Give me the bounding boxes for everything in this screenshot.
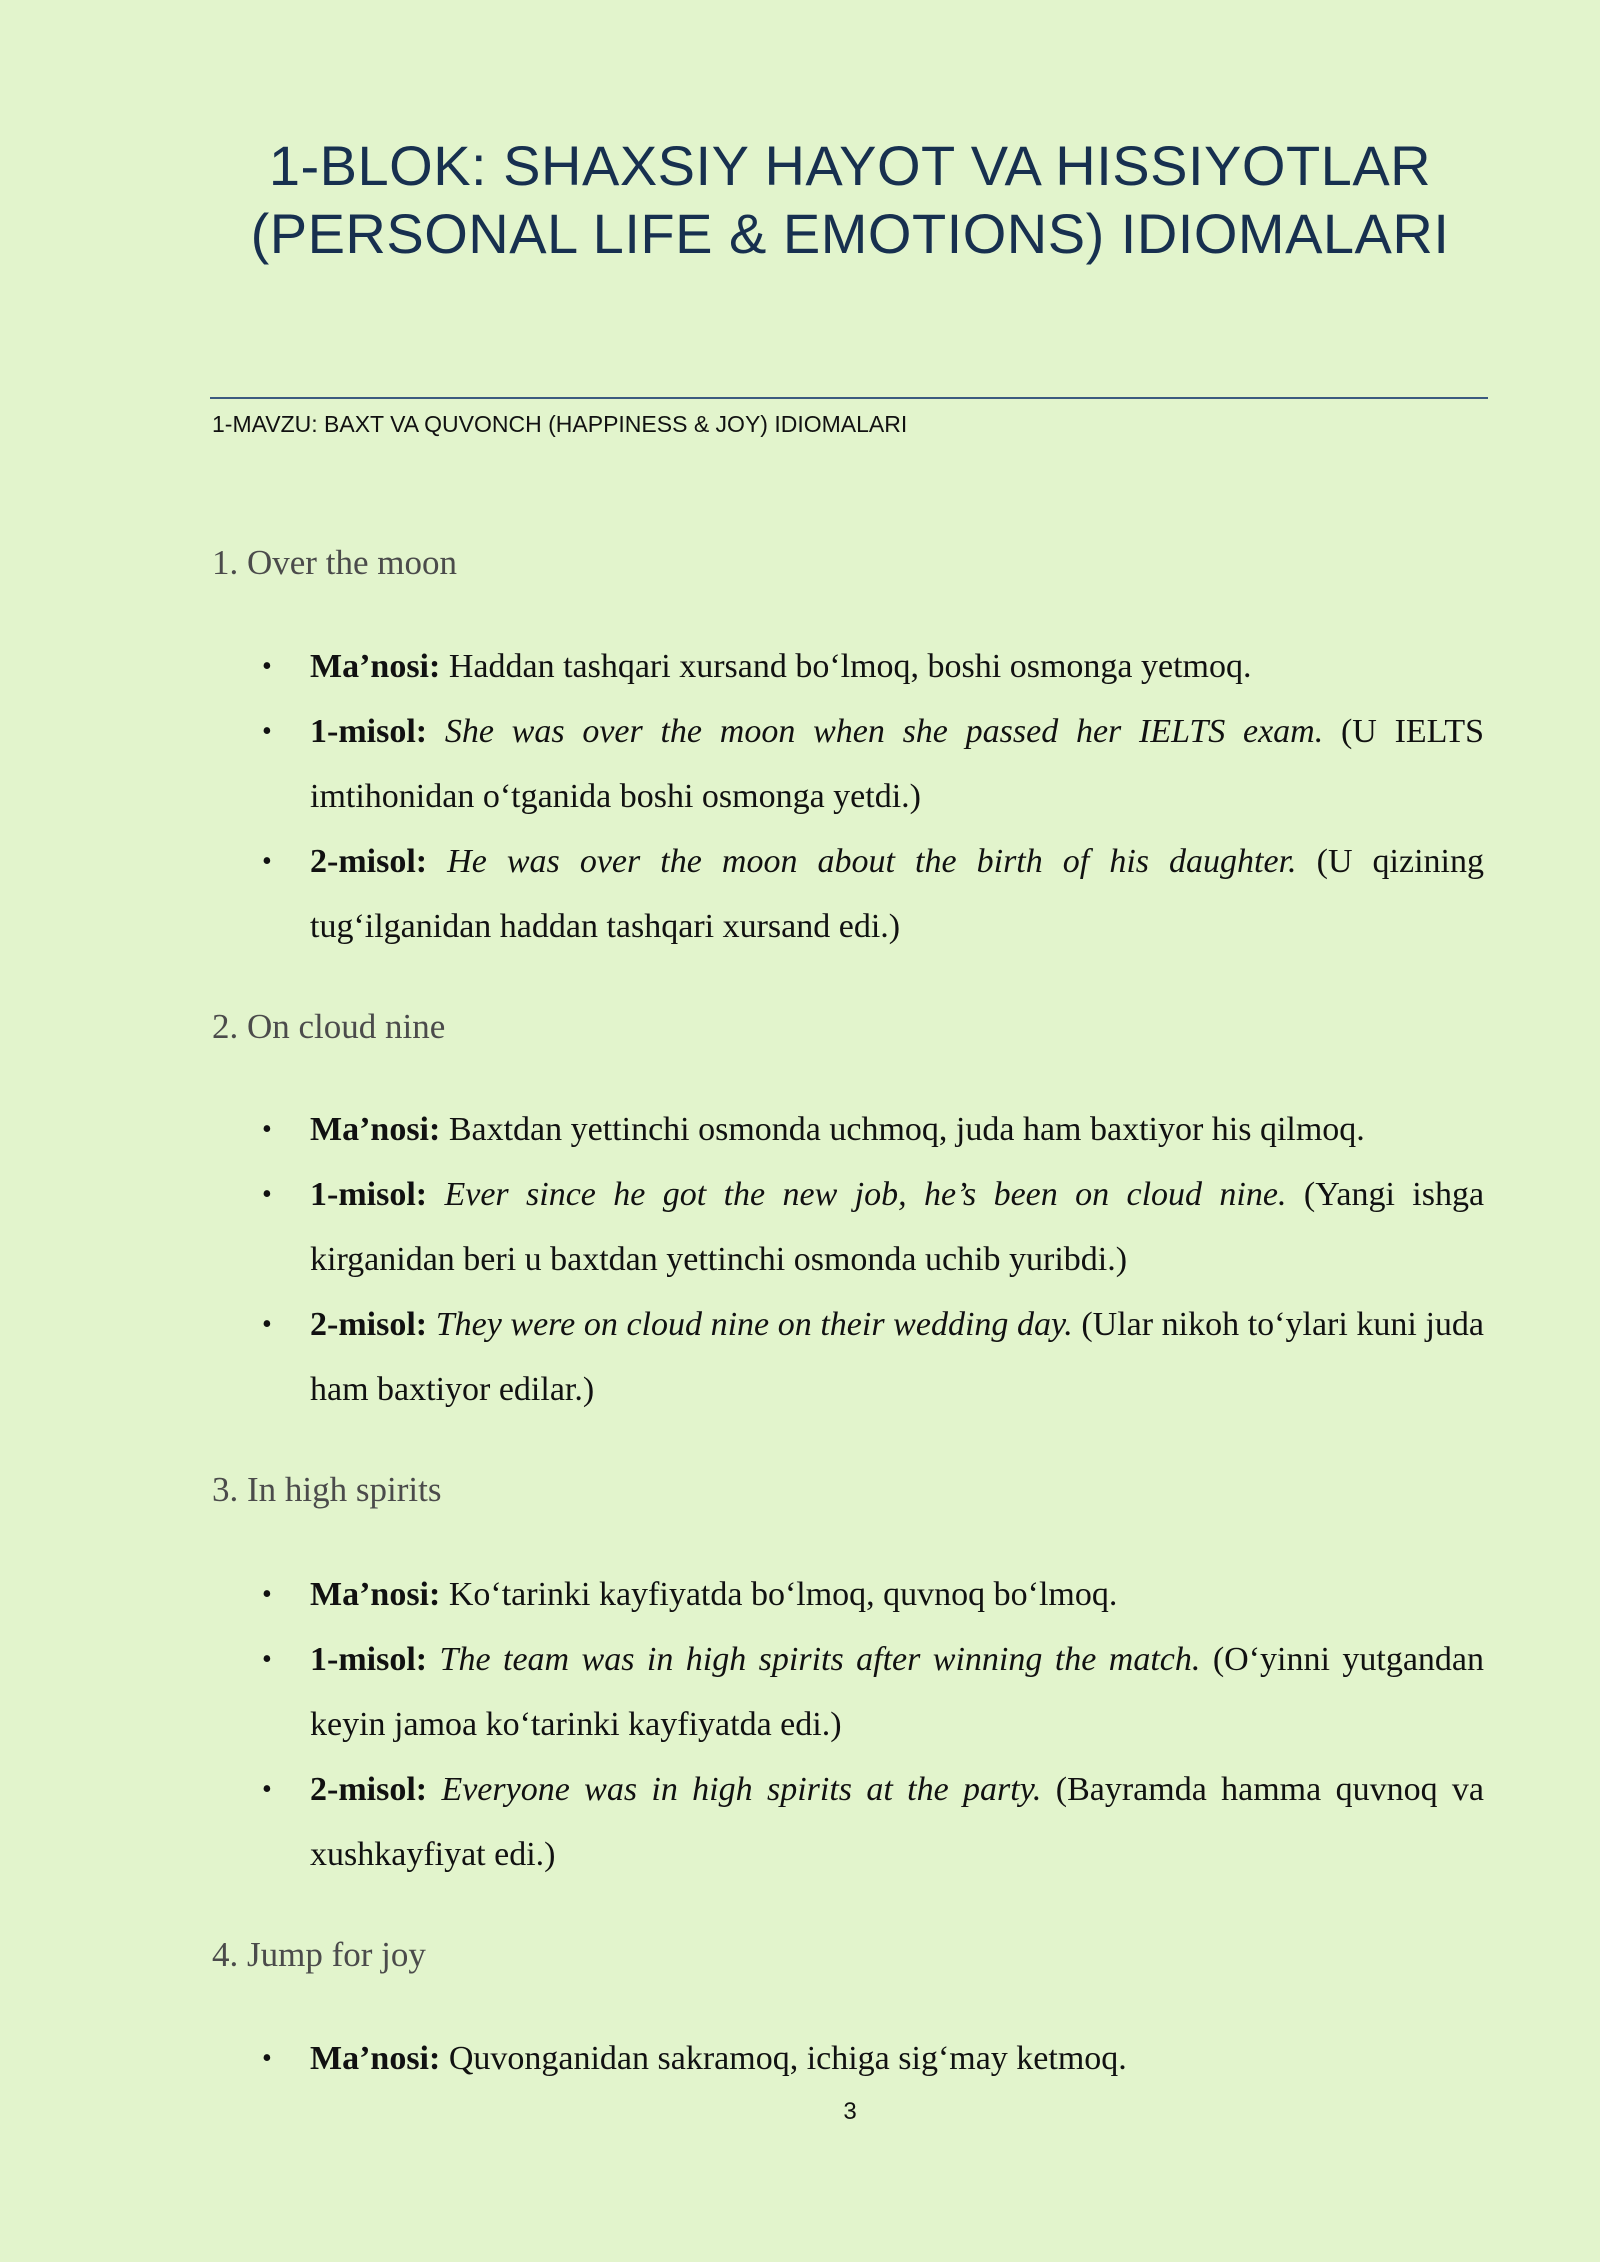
example-item [0, 1627, 1484, 1757]
example-translation: (U qizining tug‘ilganidan haddan tashqari xursand edi.) [310, 843, 1484, 945]
page-title [0, 132, 1600, 268]
meaning-label: Ma’nosi: [310, 2040, 441, 2077]
meaning-text: Baxtdan yettinchi osmonda uchmoq, juda ham baxtiyor his qilmoq. [448, 1111, 1365, 1148]
example-sentence: She was over the moon when she passed her IELTS exam. [444, 713, 1324, 750]
example-label: 2-misol: [310, 1771, 428, 1808]
idiom-details [0, 2026, 1600, 2091]
bullet-icon: • [262, 1179, 272, 1210]
page-title-line-2: (PERSONAL LIFE & EMOTIONS) IDIOMALARI [250, 202, 1450, 265]
idiom-details [0, 1097, 1600, 1422]
page-title-line-1: 1-BLOK: SHAXSIY HAYOT VA HISSIYOTLAR [268, 134, 1432, 197]
bullet-icon: • [262, 1579, 272, 1610]
idiom-heading: 4. Jump for joy [212, 1935, 426, 1974]
example-sentence: Ever since he got the new job, he’s been on cloud nine. [444, 1176, 1287, 1213]
example-item [0, 699, 1484, 829]
idiom-heading: 1. Over the moon [212, 543, 457, 582]
example-item [0, 1292, 1484, 1422]
meaning-label: Ma’nosi: [310, 648, 441, 685]
bullet-icon: • [262, 1309, 272, 1340]
meaning-text: Ko‘tarinki kayfiyatda bo‘lmoq, quvnoq bo‘lmoq. [448, 1576, 1118, 1613]
example-sentence: Everyone was in high spirits at the party. [441, 1771, 1042, 1808]
meaning-text: Haddan tashqari xursand bo‘lmoq, boshi osmonga yetmoq. [448, 648, 1252, 685]
bullet-icon: • [262, 716, 272, 747]
example-label: 2-misol: [310, 843, 428, 880]
example-translation: (Bayramda hamma quvnoq va xushkayfiyat edi.) [310, 1771, 1484, 1873]
idiom-details [0, 634, 1600, 959]
meaning-item [0, 2026, 1484, 2091]
example-translation: (Yangi ishga kirganidan beri u baxtdan yettinchi osmonda uchib yuribdi.) [310, 1176, 1485, 1278]
heading-divider [210, 397, 1488, 399]
meaning-label: Ma’nosi: [310, 1111, 441, 1148]
meaning-item [0, 1562, 1484, 1627]
example-item [0, 1162, 1484, 1292]
example-label: 1-misol: [310, 713, 428, 750]
example-label: 1-misol: [310, 1641, 428, 1678]
example-sentence: The team was in high spirits after winning the match. [439, 1641, 1201, 1678]
bullet-icon: • [262, 2043, 272, 2074]
page-number: 3 [843, 2098, 857, 2125]
topic-heading: 1-MAVZU: BAXT VA QUVONCH (HAPPINESS & JOY) IDIOMALARI [212, 411, 908, 437]
example-sentence: They were on cloud nine on their wedding day. [435, 1306, 1073, 1343]
bullet-icon: • [262, 1114, 272, 1145]
example-item [0, 1757, 1484, 1887]
meaning-item [0, 1097, 1484, 1162]
meaning-label: Ma’nosi: [310, 1576, 441, 1613]
example-label: 1-misol: [310, 1176, 428, 1213]
bullet-icon: • [262, 846, 272, 877]
example-sentence: He was over the moon about the birth of his daughter. [447, 843, 1297, 880]
bullet-icon: • [262, 651, 272, 682]
idiom-heading: 2. On cloud nine [212, 1007, 446, 1046]
example-translation: (U IELTS imtihonidan o‘tganida boshi osmonga yetdi.) [310, 713, 1485, 815]
meaning-item [0, 634, 1484, 699]
example-label: 2-misol: [310, 1306, 428, 1343]
example-translation: (O‘yinni yutgandan keyin jamoa ko‘tarinki kayfiyatda edi.) [310, 1641, 1485, 1743]
bullet-icon: • [262, 1774, 272, 1805]
idiom-details [0, 1562, 1600, 1887]
meaning-text: Quvonganidan sakramoq, ichiga sig‘may ketmoq. [448, 2040, 1127, 2077]
idiom-heading: 3. In high spirits [212, 1470, 442, 1509]
example-translation: (Ular nikoh to‘ylari kuni juda ham baxtiyor edilar.) [310, 1306, 1485, 1408]
bullet-icon: • [262, 1644, 272, 1675]
example-item [0, 829, 1484, 959]
